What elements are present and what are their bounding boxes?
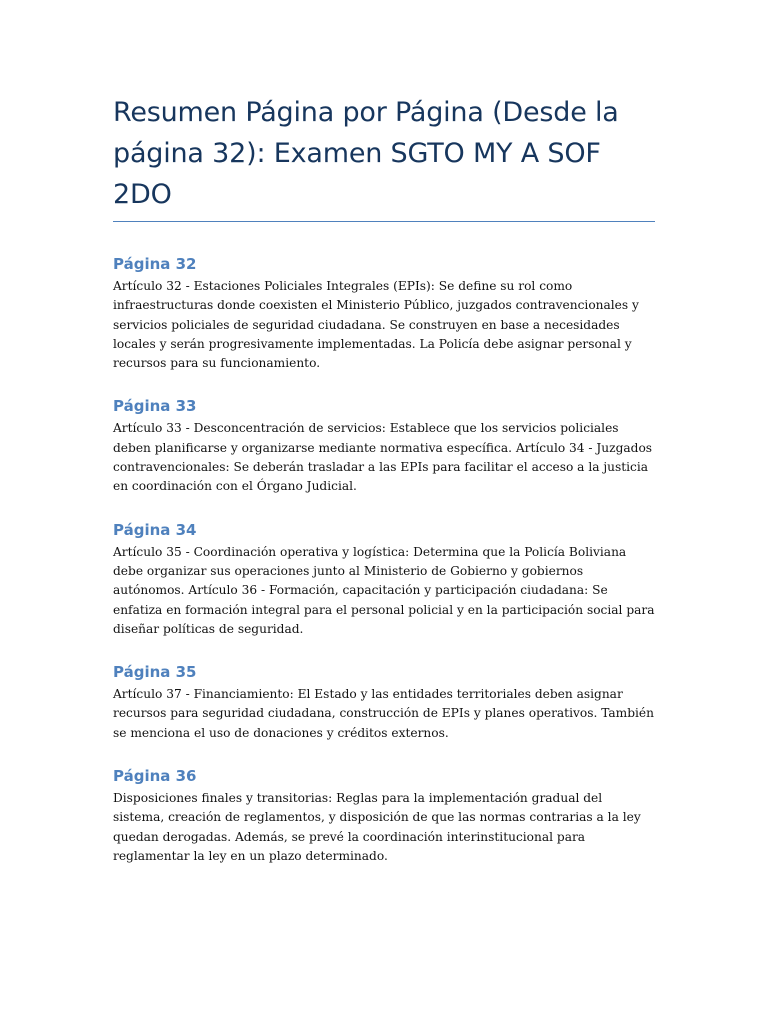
section-heading: Página 34: [113, 520, 197, 539]
section-heading: Página 36: [113, 767, 197, 786]
document-page: [113, 92, 655, 889]
section-body: Artículo 32 - Estaciones Policiales Integrales (EPIs): Se define su rol como infraestructuras donde coexisten el Ministerio Público, juzgados contravencionales y servicios policiales de seguridad ciudadana. Se construyen en base a necesidades locales y serán progresivamente implementadas. La Policía debe asignar personal y recursos para su funcionamiento.: [113, 279, 639, 371]
section-body: Disposiciones finales y transitorias: Reglas para la implementación gradual del sistema, creación de reglamentos, y disposición de que las normas contrarias a la ley quedan derogadas. Además, se prevé la coordinación interinstitucional para reglamentar la ley en un plazo determinado.: [113, 791, 641, 863]
section-page-32: [113, 254, 655, 373]
section-page-36: [113, 766, 655, 866]
section-body: Artículo 33 - Desconcentración de servicios: Establece que los servicios policiales deben planificarse y organizarse mediante normativa específica. Artículo 34 - Juzgados contravencionales: Se deberán trasladar a las EPIs para facilitar el acceso a la justicia en coordinación con el Órgano Judicial.: [113, 421, 653, 494]
section-body: Artículo 37 - Financiamiento: El Estado y las entidades territoriales deben asignar recursos para seguridad ciudadana, construcción de EPIs y planes operativos. También se menciona el uso de donaciones y créditos externos.: [113, 687, 654, 740]
section-page-35: [113, 662, 655, 743]
section-page-34: [113, 520, 655, 639]
title-divider: [113, 221, 655, 222]
document-title: Resumen Página por Página (Desde la página 32): Examen SGTO MY A SOF 2DO: [113, 97, 619, 210]
section-body: Artículo 35 - Coordinación operativa y logística: Determina que la Policía Boliviana debe organizar sus operaciones junto al Ministerio de Gobierno y gobiernos autónomos. Artículo 36 - Formación, capacitación y participación ciudadana: Se enfatiza en formación integral para el personal policial y en la participación social para diseñar políticas de seguridad.: [113, 544, 655, 636]
section-heading: Página 33: [113, 397, 197, 416]
section-heading: Página 32: [113, 255, 197, 273]
section-page-33: [113, 396, 655, 496]
section-heading: Página 35: [113, 663, 197, 682]
